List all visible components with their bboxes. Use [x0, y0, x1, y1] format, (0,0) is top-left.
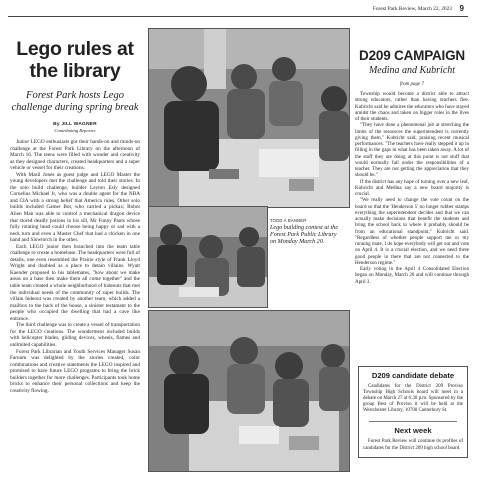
byline: By JILL WAGNER [53, 122, 97, 127]
campaign-paragraph: "They have done a phenomenal job at stretching the limits of the resources the superintendent is currently giving them," Kubricht said, praising recent musical performances. "The teachers have really stepped it up in filling in the gaps in what has been taken away. A lot of the stuff they are doing at this point is not stuff that would normally fall under the responsibilities of a teacher. They are not getting the appreciation that they should be." [355, 122, 469, 179]
page-header [0, 0, 480, 22]
sidebar-divider [369, 421, 457, 422]
sidebar-text-debate: Candidates for the District 209 Proviso Township High Schools board will meet in a debate on March 27 at 6:30 p.m. Sponsored by the group Best of Proviso it will be held at the Westchester Library, 10700 Canterbury St. [363, 384, 463, 414]
sidebar-text-next-week: Forest Park Review will continue its profiles of candidates for the District 209 high school board. [363, 439, 463, 451]
headline-line-2: the library [29, 60, 121, 82]
article-paragraph: Junior LEGO enthusiasts got their hands-on and minds-on challenge at the Forest Park Library on the afternoon of March 16. The teens were filled with wonder and creativity as they designed characters, created headquarters and a super vehicle or vessel for their creations. [10, 139, 140, 172]
campaign-paragraph: "We really need to change the vote count on the board so that the 'Henderson 5' no longer rubber stamps everything the superintendent decides and that we can actually make decisions that benefit the students and bring the school back to where it probably should be from an educational standpoint," Kubricht said. "Regardless of whether people support me or my running mate, I do hope everybody will get out and vote on April 4. It is a crucial election, and we need three good people in there that are not connected to the Henderson regime." [355, 197, 469, 266]
photo-top [148, 28, 350, 208]
campaign-paragraph: If the district has any hope of turning over a new leaf, Kubricht and Medina say a new board majority is crucial. [355, 178, 469, 197]
lego-article [10, 22, 140, 474]
caption-text: Lego building contest at the Forest Park Public Library on Monday March 20. [270, 225, 339, 246]
article-paragraph: The third challenge was to create a vessel of transportation for the LEGO creations. The wonderment included builds with helicopter blades, gliding devices, wheels, flames and unlimited capabilities. [10, 322, 140, 348]
photo-middle [148, 206, 268, 308]
candidate-sidebar [358, 366, 468, 458]
byline-role: Contributing Reporter [54, 128, 96, 133]
publication-date: Forest Park Review, March 22, 2023 [372, 6, 452, 12]
campaign-deck: Medina and Kubricht [368, 65, 456, 76]
photo-credit: TODD A BANNER [270, 218, 307, 223]
sidebar-heading-next-week: Next week [394, 426, 432, 436]
article-paragraph: Each LEGO junior then branched into the team table challenge to create a homebase. The headquarters were full of details, one even resembled the Prairie style of Frank Lloyd Wright and doubled as a place to detain villains. Wyatt Kaender proposed to his tablemates, "how about we make areas on a base then make them all come together" and the table team created a whole neighborhood of hideouts that met the individual needs of the community of super builds. The villain hideout was created by another team, which added a mailbox to the back of the house, a sinister testament to the people who occupied the dwelling that had a cave like entrance. [10, 243, 140, 322]
photo-caption [270, 218, 342, 247]
campaign-body [355, 91, 469, 285]
header-rule [8, 16, 468, 17]
article-deck: Forest Park hosts Lego challenge during spring break [11, 90, 139, 113]
article-paragraph: With Masil Jones as guest judge and LEGO Master the young developers met the challenge and told their stories. In the solo build challenge, builder Leyton Esly designed Cornelius Michael Jr, who was a double agent for the NBA and CIA with a strong belief that America rules. Other solo builds included Gamer Bot, who carried a pickax; Robot Alien Man was able to control a mechanical dragon device that stored deadly potions in his sill, Mr Funny Pants whose fully rotating head could choose being happy or sad with a neck turn and even a Master Chef that had a chicken in one hand and Slowtorch in the other. [10, 171, 140, 244]
campaign-paragraph: Township would become a district able to attract strong educators, rather than having teachers flee. Kubricht said he admires the educators who have stayed amidst the chaos and taken on bigger roles in the lives of their students. [355, 91, 469, 122]
article-paragraph: Forest Park Librarian and Youth Services Manager Susan Farnum was delighted by the stories created, color combinations and creative statements the LEGO inspired and promised to have future LEGO programs to bring the brick builders together for more challenges. Participants took home bricks to enhance their personal collections and keep the creativity flowing. [10, 348, 140, 394]
jump-from: from page 7 [400, 82, 424, 87]
photo-bottom [148, 310, 350, 472]
headline-line-1: Lego rules at [16, 38, 134, 60]
campaign-title: D209 CAMPAIGN [359, 48, 465, 63]
campaign-paragraph: Early voting in the April 4 Consolidated Election began on Monday, March 20 and will continue through April 3. [355, 266, 469, 285]
article-headline [10, 38, 140, 82]
sidebar-heading-debate: D209 candidate debate [371, 371, 455, 380]
article-body [10, 139, 140, 394]
page-number: 9 [459, 4, 464, 13]
